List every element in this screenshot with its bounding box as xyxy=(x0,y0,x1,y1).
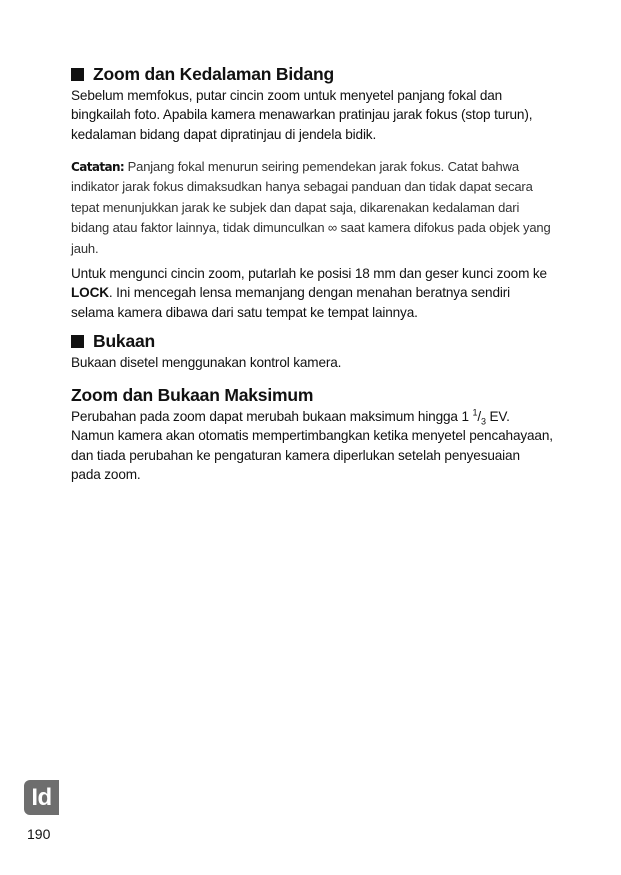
zoom-max-aperture-paragraph xyxy=(71,407,553,484)
heading-zoom-depth-of-field-text: Zoom dan Kedalaman Bidang xyxy=(93,64,334,84)
note-paragraph xyxy=(71,157,553,259)
heading-aperture-text: Bukaan xyxy=(93,330,156,351)
aperture-paragraph: Bukaan disetel menggunakan kontrol kamera. xyxy=(71,354,342,370)
language-tab: Id xyxy=(24,780,59,815)
max-aperture-text-before: Perubahan pada zoom dapat merubah bukaan maksimum hingga 1 xyxy=(71,409,473,425)
heading-zoom-max-aperture: Zoom dan Bukaan Maksimum xyxy=(71,385,314,406)
page-content xyxy=(71,62,553,484)
zoom-focus-paragraph: Sebelum memfokus, putar cincin zoom untuk menyetel panjang fokal dan bingkailah foto. Apabila kamera menawarkan pratinjau jarak fokus (stop turun), kedalaman bidang dapat dipratinjau di jendela bidik. xyxy=(71,88,533,142)
fraction-slash: / xyxy=(477,409,481,425)
lock-label: LOCK xyxy=(71,285,109,301)
zoom-lock-paragraph xyxy=(71,264,553,322)
note-label: Catatan: xyxy=(71,159,125,174)
fraction-numerator: 1 xyxy=(472,407,478,418)
square-bullet-icon xyxy=(71,68,84,81)
max-aperture-text-after: EV. Namun kamera akan otomatis mempertimbangkan ketika menyetel pencahayaan, dan tiada perubahan ke pengaturan kamera diperlukan setelah penyesuaian pada zoom. xyxy=(71,409,553,482)
zoom-lock-text-after: . Ini mencegah lensa memanjang dengan menahan beratnya sendiri selama kamera dibawa dari satu tempat ke tempat lainnya. xyxy=(71,285,510,320)
page-number: 190 xyxy=(27,826,51,842)
square-bullet-icon xyxy=(71,335,84,348)
fraction-denominator: 3 xyxy=(481,416,486,427)
zoom-lock-text-before: Untuk mengunci cincin zoom, putarlah ke posisi 18 mm dan geser kunci zoom ke xyxy=(71,265,547,281)
heading-zoom-depth-of-field xyxy=(71,62,553,86)
heading-aperture xyxy=(71,329,553,353)
note-text: Panjang fokal menurun seiring pemendekan jarak fokus. Catat bahwa indikator jarak fokus dimaksudkan hanya sebagai panduan dan tidak dapat secara tepat menunjukkan jarak ke subjek dan dapat saja, dikarenakan kedalaman dari bidang atau faktor lainnya, tidak dimunculkan ∞ saat kamera difokus pada objek yang jauh. xyxy=(71,158,551,256)
